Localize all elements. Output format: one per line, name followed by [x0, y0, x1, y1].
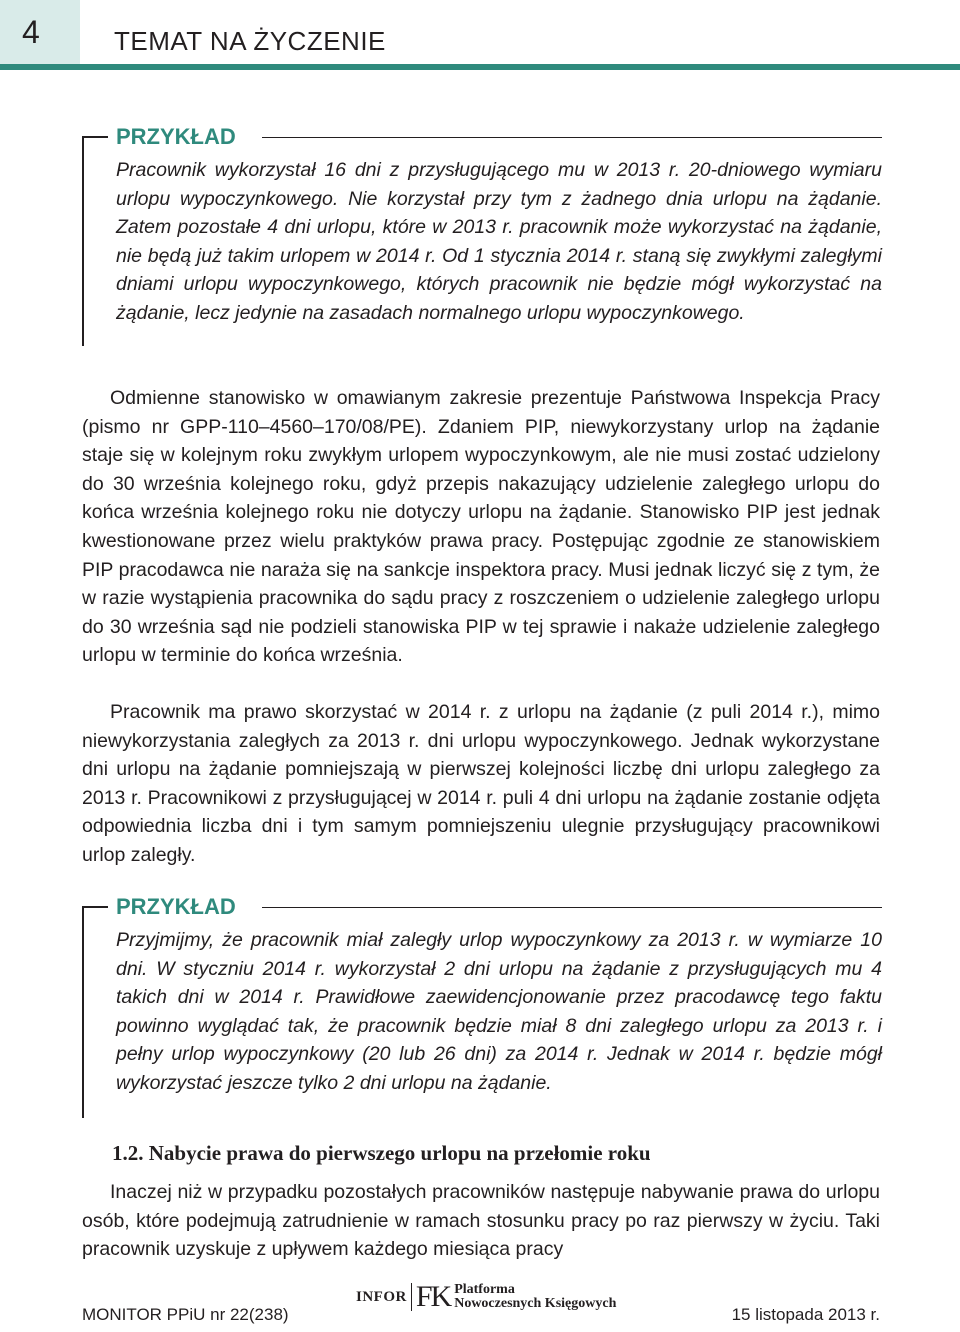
page-number: 4 — [0, 0, 80, 64]
page-header — [0, 0, 960, 70]
example-box-2 — [82, 894, 882, 1120]
example-rule — [262, 137, 882, 138]
paragraph-pip-position — [82, 384, 880, 670]
paragraph-first-leave — [82, 1178, 880, 1264]
logo-text — [454, 1283, 616, 1311]
section-heading: 1.2. Nabycie prawa do pierwszego urlopu na przełomie roku — [112, 1141, 651, 1165]
example-rule — [262, 907, 882, 908]
section-title: TEMAT NA ŻYCZENIE — [114, 26, 386, 56]
footer-publication: MONITOR PPiU nr 22(238) — [82, 1305, 289, 1324]
example-bar — [82, 906, 84, 1118]
logo-line-1: Platforma — [454, 1282, 515, 1297]
example-bar — [82, 136, 84, 346]
logo-line-2: Nowoczesnych Księgowych — [454, 1296, 617, 1311]
example-title: PRZYKŁAD — [116, 124, 246, 150]
logo-separator — [411, 1283, 412, 1311]
paragraph-text: Inaczej niż w przypadku pozostałych pracowników następuje nabywanie prawa do urlopu osób, które podejmują zatrudnienie w ramach stosunku pracy po raz pierwszy w życiu. Taki pracownik uzyskuje z upływem każdego miesiąca pracy — [82, 1181, 880, 1261]
logo-fk: FK — [415, 1280, 451, 1313]
logo-infor: INFOR — [356, 1288, 407, 1305]
example-text: Pracownik wykorzystał 16 dni z przysługującego mu w 2013 r. 20-dniowego wymiaru urlopu wypoczynkowego. Nie korzystał przy tym z żadnego dnia urlopu na żądanie. Zatem pozostałe 4 dni urlopu, które w 2013 r. pracownik może wykorzystać na żądanie, nie będą już takim urlopem w 2014 r. Od 1 stycznia 2014 r. staną się zwykłymi zaległymi dniami urlopu wypoczynkowego, których pracownik nie będzie mógł wykorzystać na żądanie, lecz jedynie na zasadach normalnego urlopu wypoczynkowego. — [116, 159, 882, 324]
example-tick — [82, 136, 108, 138]
paragraph-text: Odmienne stanowisko w omawianym zakresie prezentuje Państwowa Inspekcja Pracy (pismo nr GPP-110–4560–170/08/PE). Zdaniem PIP, niewykorzystany urlop na żądanie staje się w kolejnym roku zwykłym urlopem wypoczynkowym, ale nie musi zostać udzielony do 30 września kolejnego roku, gdyż przepis nakazujący udzielenie zaległego urlopu do końca września kolejnego roku nie dotyczy urlopu na żądanie. Stanowisko PIP jest jednak kwestionowane przez wielu praktyków prawa pracy. Postępując zgodnie ze stanowiskiem PIP pracodawca nie naraża się na sankcje inspektora pracy. Musi jednak liczyć się z tym, że w razie wystąpienia pracownika do sądu pracy z roszczeniem o udzielenie zaległego urlopu do 30 września sąd nie podzieli stanowiska PIP w tej sprawie i nakaże udzielenie zaległego urlopu w terminie do końca września. — [82, 387, 880, 667]
paragraph-right-to-leave — [82, 698, 880, 870]
paragraph-text: Pracownik ma prawo skorzystać w 2014 r. z urlopu na żądanie (z puli 2014 r.), mimo niewykorzystania zaległych za 2013 r. dni urlopu wypoczynkowego. Jednak wykorzystane dni urlopu na żądanie pomniejszają w pierwszej kolejności liczbę dni urlopu zaległego za 2013 r. Pracownikowi z przysługującej w 2014 r. puli 4 dni urlopu na żądanie zostanie odjęta odpowiednia liczba dni i tym samym pomniejszeniu ulegnie przysługujący pracownikowi urlop zaległy. — [82, 701, 880, 866]
header-rule — [0, 64, 960, 70]
footer-date: 15 listopada 2013 r. — [731, 1305, 880, 1324]
example-box-1 — [82, 124, 882, 348]
example-text: Przyjmijmy, że pracownik miał zaległy urlop wypoczynkowy za 2013 r. w wymiarze 10 dni. W styczniu 2014 r. wykorzystał 2 dni urlopu na żądanie z przysługujących mu 4 takich dni w 2014 r. Prawidłowe zaewidencjonowanie przez pracodawcę tego faktu powinno wyglądać tak, że pracownik będzie miał 8 dni zaległego urlopu za 2013 r. i pełny urlop wypoczynkowy (20 lub 26 dni) za 2014 r. Jednak w 2014 r. będzie mógł wykorzystać jeszcze tylko 2 dni urlopu na żądanie. — [116, 929, 882, 1094]
example-tick — [82, 906, 108, 908]
example-title: PRZYKŁAD — [116, 894, 246, 920]
footer-logo — [356, 1280, 616, 1314]
